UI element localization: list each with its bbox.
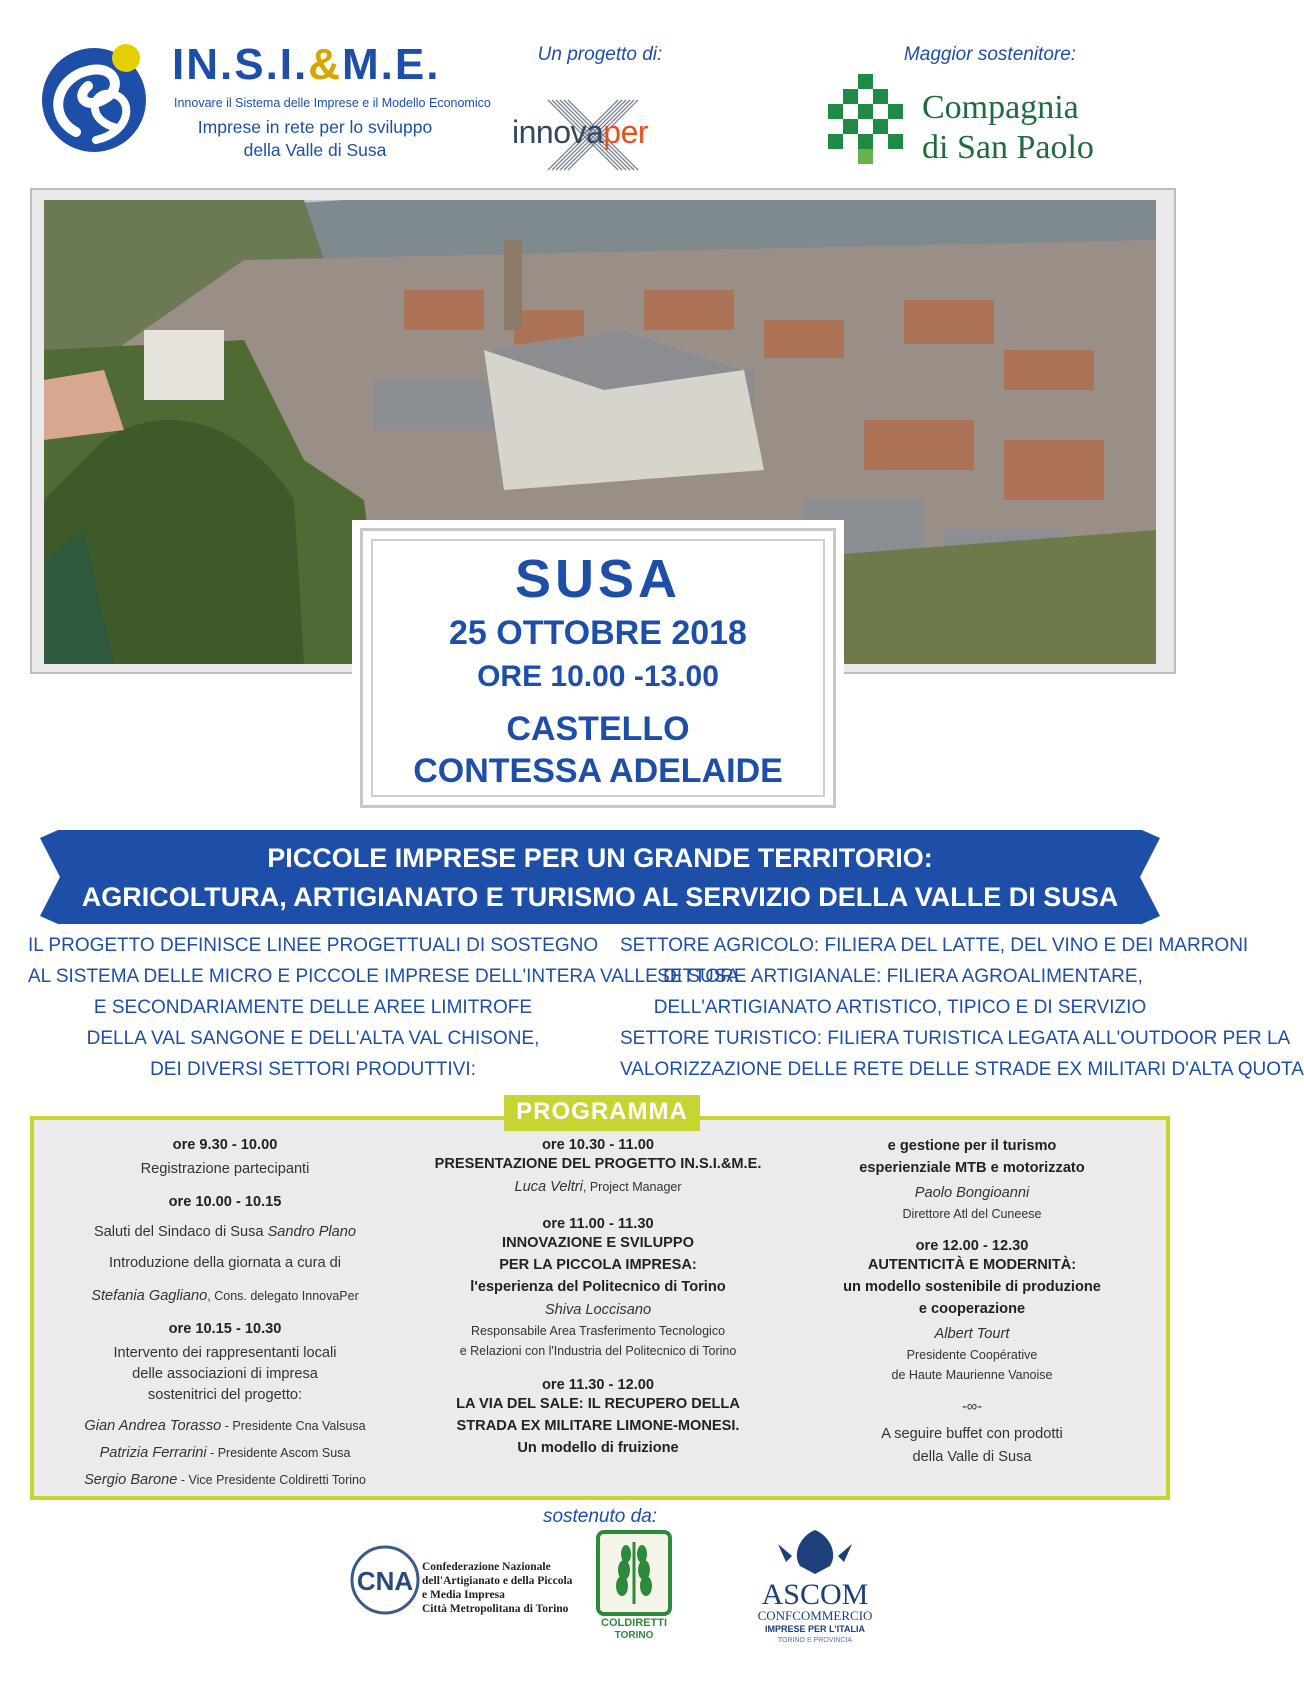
slot-heading: e cooperazione: [918, 1301, 1026, 1317]
event-time: ORE 10.00 -13.00: [477, 660, 719, 693]
sectors-description: SETTORE AGRICOLO: FILIERA DEL LATTE, DEL VINO E DEI MARRONI SETTORE ARTIGIANALE: FILIERA AGROALIMENTARE, DELL'ARTIGIANATO ARTISTICO, TIPICO E DI SERVIZIO SETTORE TURISTICO: FILIERA TURISTICA LEGATA ALL'OUTDOOR PER LA VALORIZZAZIONE DELLE RETE DELLE STRADE EX MILITARI D'ALTA QUOTA: [620, 935, 1304, 1080]
cna-logo-text: CNA: [356, 1566, 414, 1596]
slot-text: Registrazione partecipanti: [140, 1161, 310, 1177]
event-date: 25 OTTOBRE 2018: [449, 614, 747, 652]
slot-heading: esperienziale MTB e motorizzato: [859, 1160, 1085, 1176]
speaker-name: Shiva Loccisano: [544, 1302, 652, 1318]
programme-column-2: [418, 1135, 778, 1459]
slot-heading: LA VIA DEL SALE: IL RECUPERO DELLA: [456, 1396, 740, 1412]
speaker: Gian Andrea Torasso - Presidente Cna Valsusa: [84, 1418, 366, 1434]
wheat-icon: [594, 1530, 674, 1640]
speaker: Stefania Gagliano, Cons. delegato InnovaPer: [91, 1288, 359, 1304]
supported-by-label: sostenuto da:: [542, 1506, 658, 1527]
brand-title: IN.S.I.&M.E.: [172, 40, 441, 89]
separator: -∞-: [961, 1399, 983, 1415]
slot-heading: PER LA PICCOLA IMPRESA:: [499, 1257, 697, 1273]
slot-time: ore 10.30 - 11.00: [542, 1137, 654, 1153]
confcommercio-text: CONFCOMMERCIO: [757, 1608, 873, 1623]
event-place-line2: CONTESSA ADELAIDE: [413, 752, 783, 790]
speaker: Patrizia Ferrarini - Presidente Ascom Susa: [99, 1445, 351, 1461]
programme-label: PROGRAMMA: [516, 1098, 688, 1125]
speaker: Luca Veltri, Project Manager: [514, 1179, 682, 1195]
slot-time: ore 12.00 - 12.30: [915, 1238, 1029, 1254]
slot-time: ore 10.00 - 10.15: [168, 1194, 282, 1210]
banner-line2: AGRICOLTURA, ARTIGIANATO E TURISMO AL SERVIZIO DELLA VALLE DI SUSA: [81, 882, 1119, 912]
cna-name: Confederazione Nazionale dell'Artigianato e della Piccola e Media Impresa Città Metropolitana di Torino: [422, 1561, 573, 1615]
slot-text: sostenitrici del progetto:: [147, 1387, 303, 1403]
programme-column-1: [45, 1135, 405, 1491]
sponsor-label: Maggior sostenitore:: [903, 44, 1077, 65]
closing-text: della Valle di Susa: [912, 1449, 1032, 1465]
sponsor-name: Compagnia di San Paolo: [922, 89, 1094, 166]
slot-heading: PRESENTAZIONE DEL PROGETTO IN.S.I.&M.E.: [434, 1156, 762, 1172]
speaker: Sergio Barone - Vice Presidente Coldiretti Torino: [84, 1472, 366, 1488]
speaker-role: Presidente Coopérative: [906, 1348, 1038, 1362]
event-city: SUSA: [514, 549, 682, 609]
slot-heading: INNOVAZIONE E SVILUPPO: [502, 1235, 694, 1251]
slot-heading: Un modello di fruizione: [517, 1440, 679, 1456]
checker-cross-icon: [828, 74, 918, 164]
slot-text: Introduzione della giornata a cura di: [108, 1255, 342, 1271]
innovaper-logo: [508, 96, 688, 172]
slot-time: ore 9.30 - 10.00: [172, 1137, 278, 1153]
compagnia-san-paolo-logo: [828, 74, 1148, 174]
brand-subtitle: Innovare il Sistema delle Imprese e il Modello Economico: [174, 96, 491, 110]
slot-text: Saluti del Sindaco di Susa Sandro Plano: [93, 1224, 357, 1240]
banner-line1: PICCOLE IMPRESE PER UN GRANDE TERRITORIO:: [267, 843, 933, 873]
slot-heading: e gestione per il turismo: [887, 1138, 1057, 1154]
slot-time: ore 11.30 - 12.00: [542, 1377, 654, 1393]
coldiretti-city: TORINO: [614, 1630, 654, 1641]
speaker-name: Paolo Bongioanni: [914, 1185, 1030, 1201]
speaker-role: de Haute Maurienne Vanoise: [891, 1368, 1053, 1382]
project-label: Un progetto di:: [537, 44, 663, 65]
speaker-role: e Relazioni con l'Industria del Politecnico di Torino: [459, 1344, 737, 1358]
slot-time: ore 10.15 - 10.30: [168, 1321, 282, 1337]
closing-text: A seguire buffet con prodotti: [881, 1426, 1063, 1442]
slot-heading: un modello sostenibile di produzione: [843, 1279, 1101, 1295]
ascom-text: ASCOM: [761, 1578, 869, 1611]
slot-heading: AUTENTICITÀ E MODERNITÀ:: [867, 1257, 1077, 1273]
ascom-tagline: IMPRESE PER L'ITALIA: [765, 1624, 865, 1634]
slot-text: Intervento dei rappresentanti locali: [113, 1345, 337, 1361]
speaker-role: Direttore Atl del Cuneese: [902, 1207, 1042, 1221]
cna-logo: [350, 1534, 590, 1634]
ascom-province: TORINO E PROVINCIA: [777, 1637, 853, 1644]
slot-text: delle associazioni di impresa: [132, 1366, 318, 1382]
slot-time: ore 11.00 - 11.30: [542, 1216, 654, 1232]
event-place-line1: CASTELLO: [506, 710, 690, 748]
speaker-name: Albert Tourt: [934, 1326, 1010, 1342]
brand-tagline: Imprese in rete per lo sviluppo della Valle di Susa: [197, 117, 433, 160]
cna-globe-icon: [350, 1540, 420, 1620]
slot-heading: STRADA EX MILITARE LIMONE-MONESI.: [456, 1418, 740, 1434]
project-description: IL PROGETTO DEFINISCE LINEE PROGETTUALI DI SOSTEGNO AL SISTEMA DELLE MICRO E PICCOLE IMPRESE DELL'INTERA VALLE DI SUSA E SECONDARIAMENTE DELLE AREE LIMITROFE DELLA VAL SANGONE E DELL'ALTA VAL CHISONE, DEI DIVERSI SETTORI PRODUTTIVI:: [28, 935, 740, 1080]
slot-heading: l'esperienza del Politecnico di Torino: [470, 1279, 726, 1295]
innovaper-wordmark: innovaper: [512, 114, 649, 150]
coldiretti-text: COLDIRETTI: [601, 1617, 667, 1629]
speaker-role: Responsabile Area Trasferimento Tecnologico: [470, 1324, 726, 1338]
eagle-icon: [730, 1526, 900, 1646]
coldiretti-logo: [594, 1530, 674, 1640]
ascom-logo: [730, 1526, 900, 1646]
programme-column-3: [792, 1135, 1152, 1468]
insime-logo-icon: [36, 36, 156, 156]
